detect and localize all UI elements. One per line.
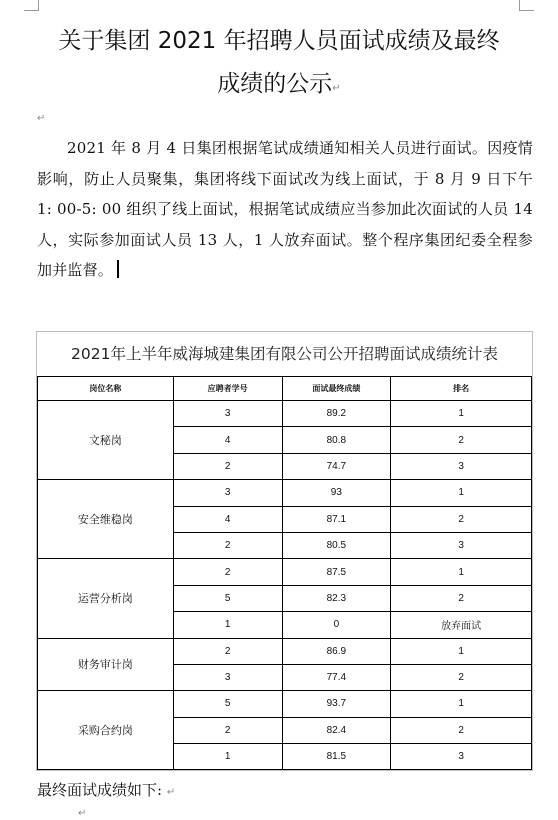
- paragraph-mark-icon: ↵: [332, 83, 341, 94]
- applicant-id-cell: 2: [173, 559, 282, 585]
- document-title: [30, 20, 528, 110]
- header-rank: 排名: [391, 377, 532, 401]
- rank-cell: 2: [391, 717, 532, 743]
- applicant-id-cell: 2: [173, 453, 282, 479]
- score-cell: 89.2: [282, 401, 391, 427]
- rank-cell: 1: [391, 638, 532, 664]
- rank-cell: 3: [391, 744, 532, 770]
- page-corner-mark-left: [24, 0, 39, 11]
- score-cell: 87.1: [282, 506, 391, 532]
- rank-cell: 3: [391, 453, 532, 479]
- score-cell: 82.4: [282, 717, 391, 743]
- applicant-id-cell: 2: [173, 717, 282, 743]
- header-applicant-id: 应聘者学号: [173, 377, 282, 401]
- applicant-id-cell: 4: [173, 427, 282, 453]
- score-cell: 82.3: [282, 585, 391, 611]
- score-cell: 80.8: [282, 427, 391, 453]
- applicant-id-cell: 5: [173, 691, 282, 717]
- rank-cell: 放弃面试: [391, 612, 532, 638]
- applicant-id-cell: 1: [173, 612, 282, 638]
- table-row: [38, 480, 532, 506]
- rank-cell: 2: [391, 506, 532, 532]
- rank-cell: 1: [391, 559, 532, 585]
- table-body: [38, 401, 532, 770]
- score-cell: 93.7: [282, 691, 391, 717]
- applicant-id-cell: 1: [173, 744, 282, 770]
- rank-cell: 2: [391, 427, 532, 453]
- table-row: [38, 691, 532, 717]
- applicant-id-cell: 3: [173, 480, 282, 506]
- text-cursor: [117, 260, 119, 278]
- position-cell: 安全维稳岗: [38, 480, 174, 559]
- paragraph-mark-icon: ↵: [37, 113, 46, 124]
- score-table-frame: [36, 331, 533, 771]
- title-line-2: [30, 63, 528, 110]
- closing-line: [37, 779, 175, 800]
- score-cell: 77.4: [282, 664, 391, 690]
- table-row: [38, 638, 532, 664]
- score-cell: 86.9: [282, 638, 391, 664]
- score-cell: 74.7: [282, 453, 391, 479]
- applicant-id-cell: 2: [173, 532, 282, 558]
- closing-text: 最终面试成绩如下:: [37, 781, 163, 799]
- rank-cell: 1: [391, 480, 532, 506]
- paragraph-mark-icon: ↵: [166, 787, 176, 798]
- rank-cell: 1: [391, 401, 532, 427]
- rank-cell: 1: [391, 691, 532, 717]
- score-cell: 80.5: [282, 532, 391, 558]
- applicant-id-cell: 5: [173, 585, 282, 611]
- table-caption: 2021年上半年威海城建集团有限公司公开招聘面试成绩统计表: [71, 345, 498, 363]
- body-paragraph[interactable]: [37, 133, 533, 286]
- title-line-1: 关于集团 2021 年招聘人员面试成绩及最终: [58, 28, 500, 54]
- position-cell: 文秘岗: [38, 401, 174, 480]
- position-cell: 财务审计岗: [38, 638, 174, 691]
- table-header-row: [38, 377, 532, 401]
- applicant-id-cell: 3: [173, 401, 282, 427]
- score-table: [37, 376, 532, 770]
- rank-cell: 2: [391, 585, 532, 611]
- applicant-id-cell: 4: [173, 506, 282, 532]
- applicant-id-cell: 3: [173, 664, 282, 690]
- title-line-2-text: 成绩的公示: [217, 71, 333, 97]
- paragraph-mark-icon: ↵: [78, 808, 87, 819]
- body-paragraph-text: 2021 年 8 月 4 日集团根据笔试成绩通知相关人员进行面试。因疫情影响，防止人员聚集，集团将线下面试改为线上面试，于 8 月 9 日下午 1: 00-5: 00 组织了线上面试，根据笔试成绩应当参加此次面试的人员 14 人，实际参加面试人员 13 人，1 人放弃面试。整个程序集团纪委全程参加并监督。: [37, 139, 533, 279]
- score-cell: 93: [282, 480, 391, 506]
- table-row: [38, 559, 532, 585]
- rank-cell: 3: [391, 532, 532, 558]
- score-cell: 81.5: [282, 744, 391, 770]
- score-cell: 0: [282, 612, 391, 638]
- header-final-score: 面试最终成绩: [282, 377, 391, 401]
- position-cell: 运营分析岗: [38, 559, 174, 638]
- rank-cell: 2: [391, 664, 532, 690]
- table-row: [38, 401, 532, 427]
- score-cell: 87.5: [282, 559, 391, 585]
- position-cell: 采购合约岗: [38, 691, 174, 770]
- page-corner-mark-right: [519, 0, 534, 11]
- applicant-id-cell: 2: [173, 638, 282, 664]
- header-position: 岗位名称: [38, 377, 174, 401]
